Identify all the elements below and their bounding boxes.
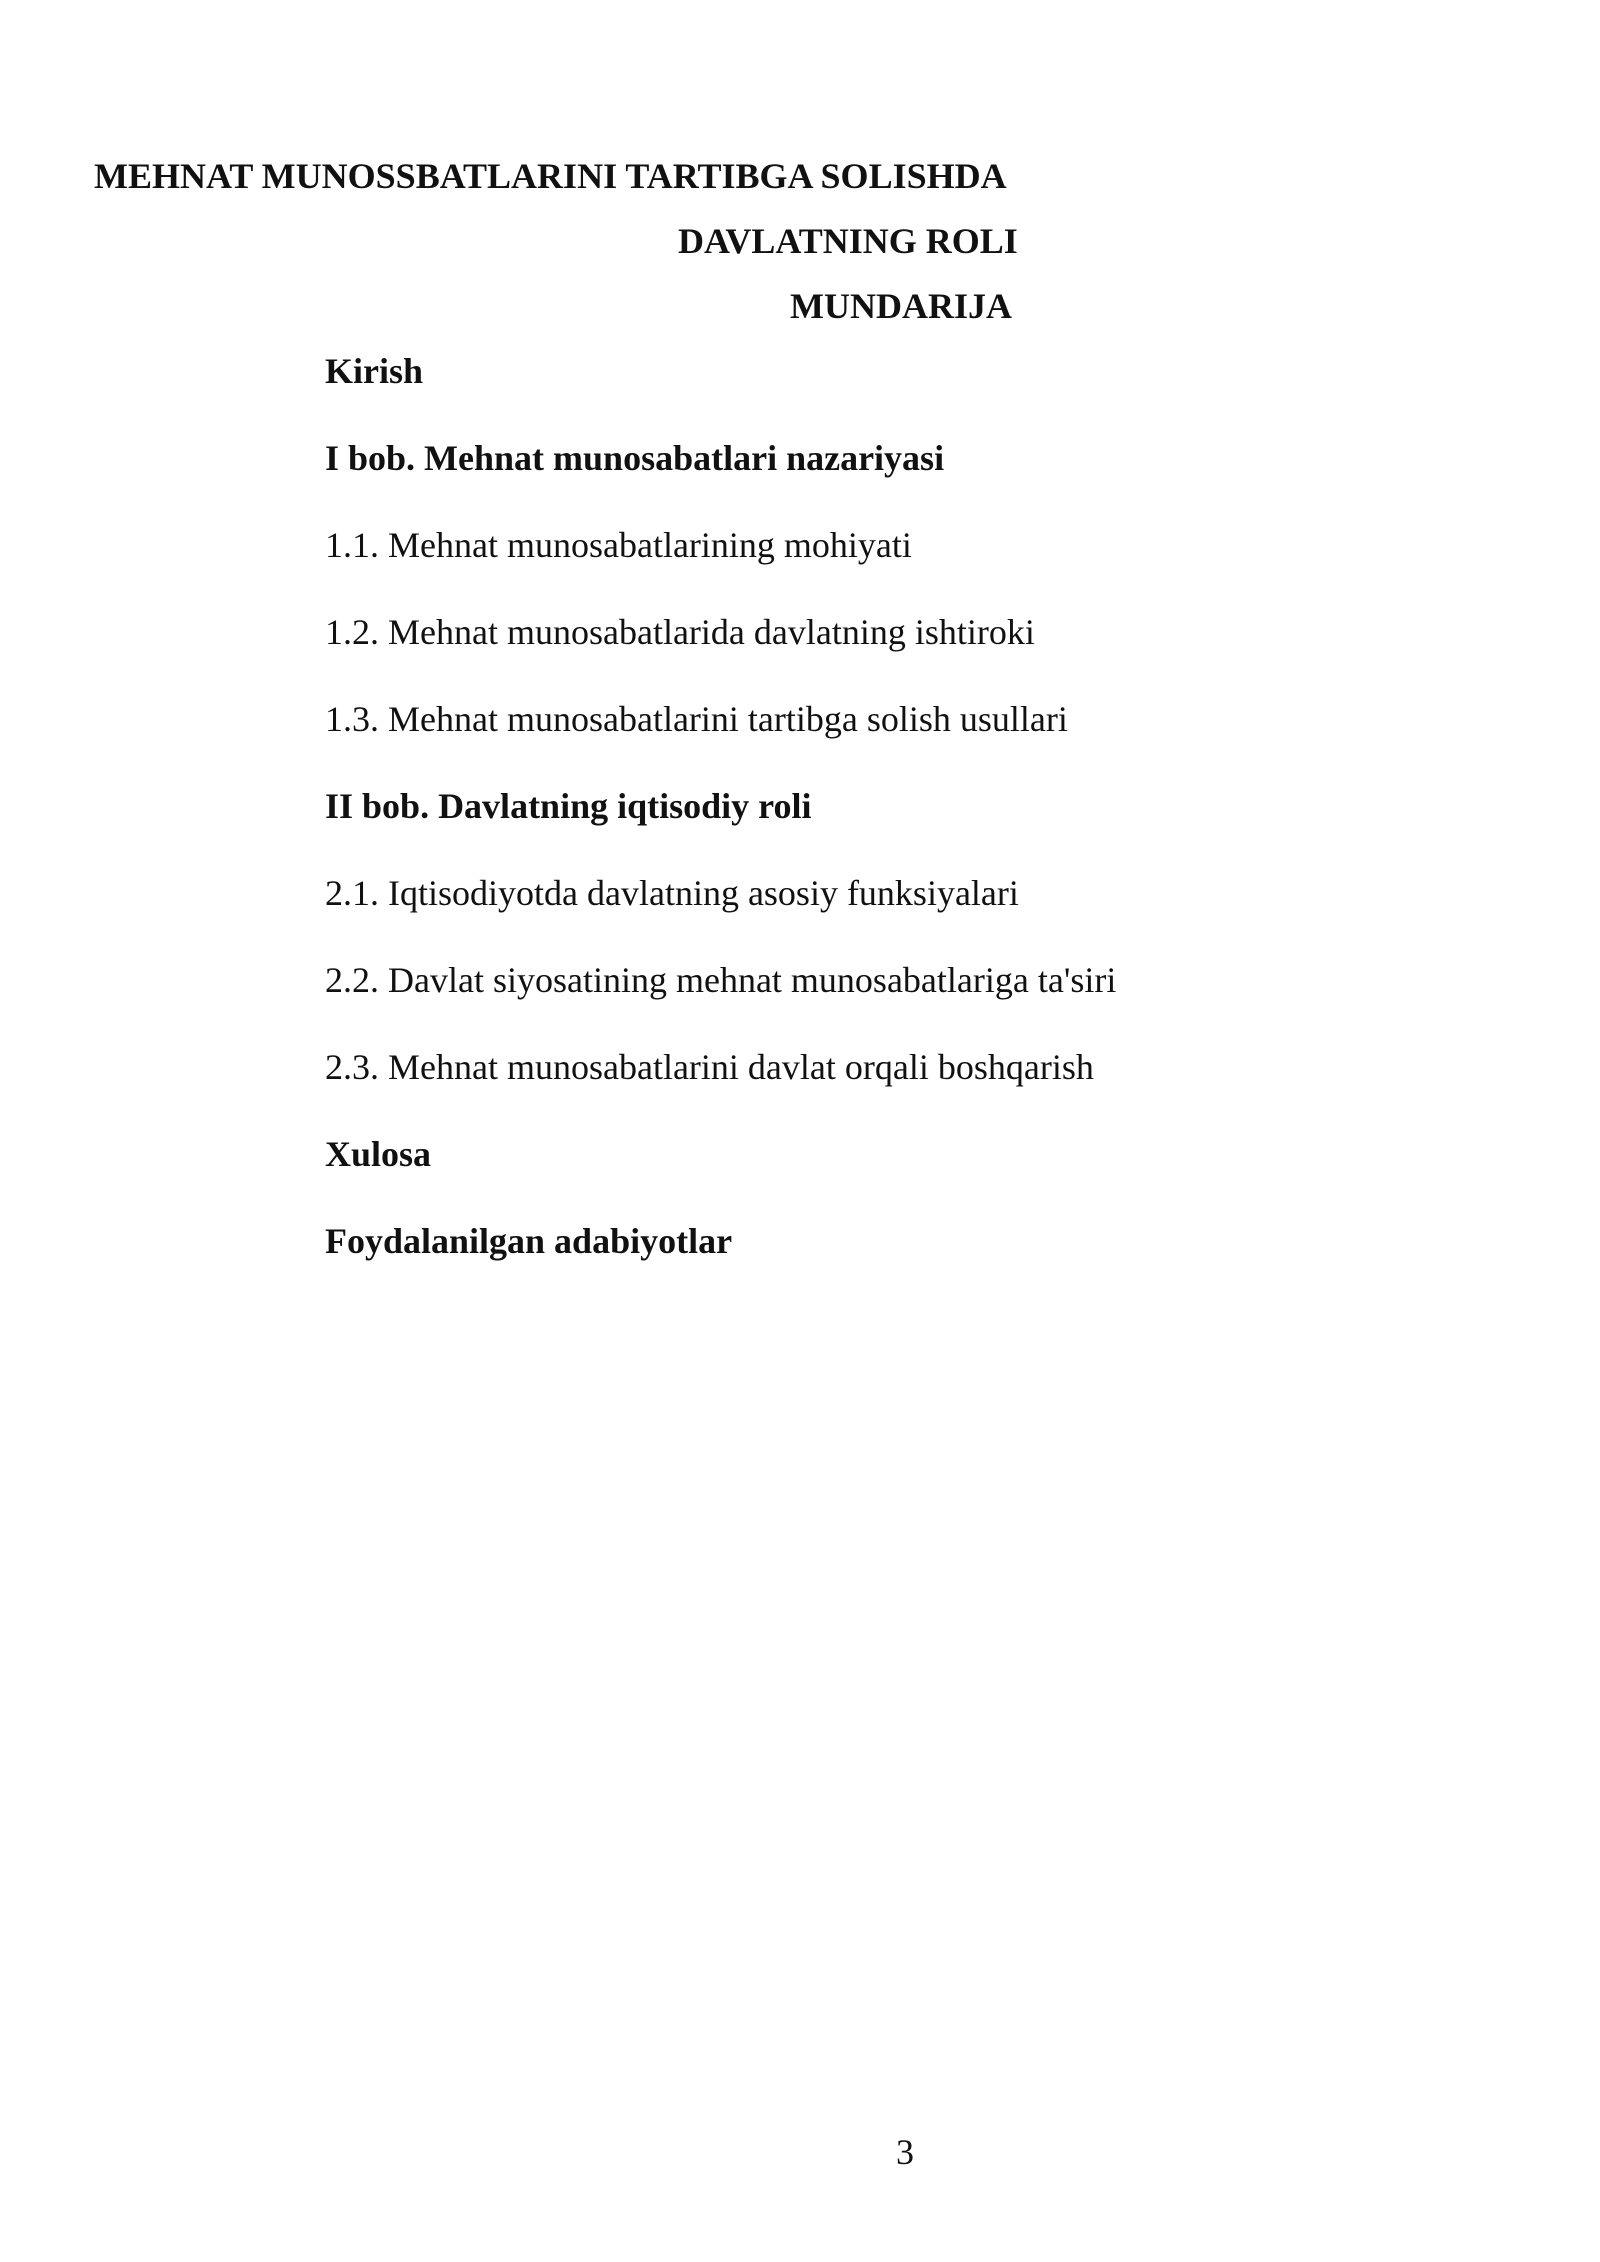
toc-entry-section-2-2: 2.2. Davlat siyosatining mehnat munosabatlariga ta'siri [325, 960, 1117, 1000]
toc-entry-chapter-2: II bob. Davlatning iqtisodiy roli [325, 786, 812, 826]
page-number: 3 [896, 2132, 914, 2172]
toc-entry-references: Foydalanilgan adabiyotlar [325, 1221, 733, 1261]
toc-entry-introduction: Kirish [325, 351, 424, 391]
toc-entry-section-2-3: 2.3. Mehnat munosabatlarini davlat orqali boshqarish [325, 1047, 1094, 1087]
document-title-line-1: MEHNAT MUNOSSBATLARINI TARTIBGA SOLISHDA [94, 156, 1007, 196]
contents-heading: MUNDARIJA [790, 286, 1012, 326]
toc-entry-section-1-3: 1.3. Mehnat munosabatlarini tartibga solish usullari [325, 699, 1068, 739]
document-title-line-2: DAVLATNING ROLI [678, 221, 1018, 261]
toc-entry-section-1-2: 1.2. Mehnat munosabatlarida davlatning ishtiroki [325, 612, 1035, 652]
toc-entry-section-2-1: 2.1. Iqtisodiyotda davlatning asosiy funksiyalari [325, 873, 1019, 913]
toc-entry-chapter-1: I bob. Mehnat munosabatlari nazariyasi [325, 438, 945, 478]
toc-entry-section-1-1: 1.1. Mehnat munosabatlarining mohiyati [325, 525, 912, 565]
toc-entry-conclusion: Xulosa [325, 1134, 432, 1174]
